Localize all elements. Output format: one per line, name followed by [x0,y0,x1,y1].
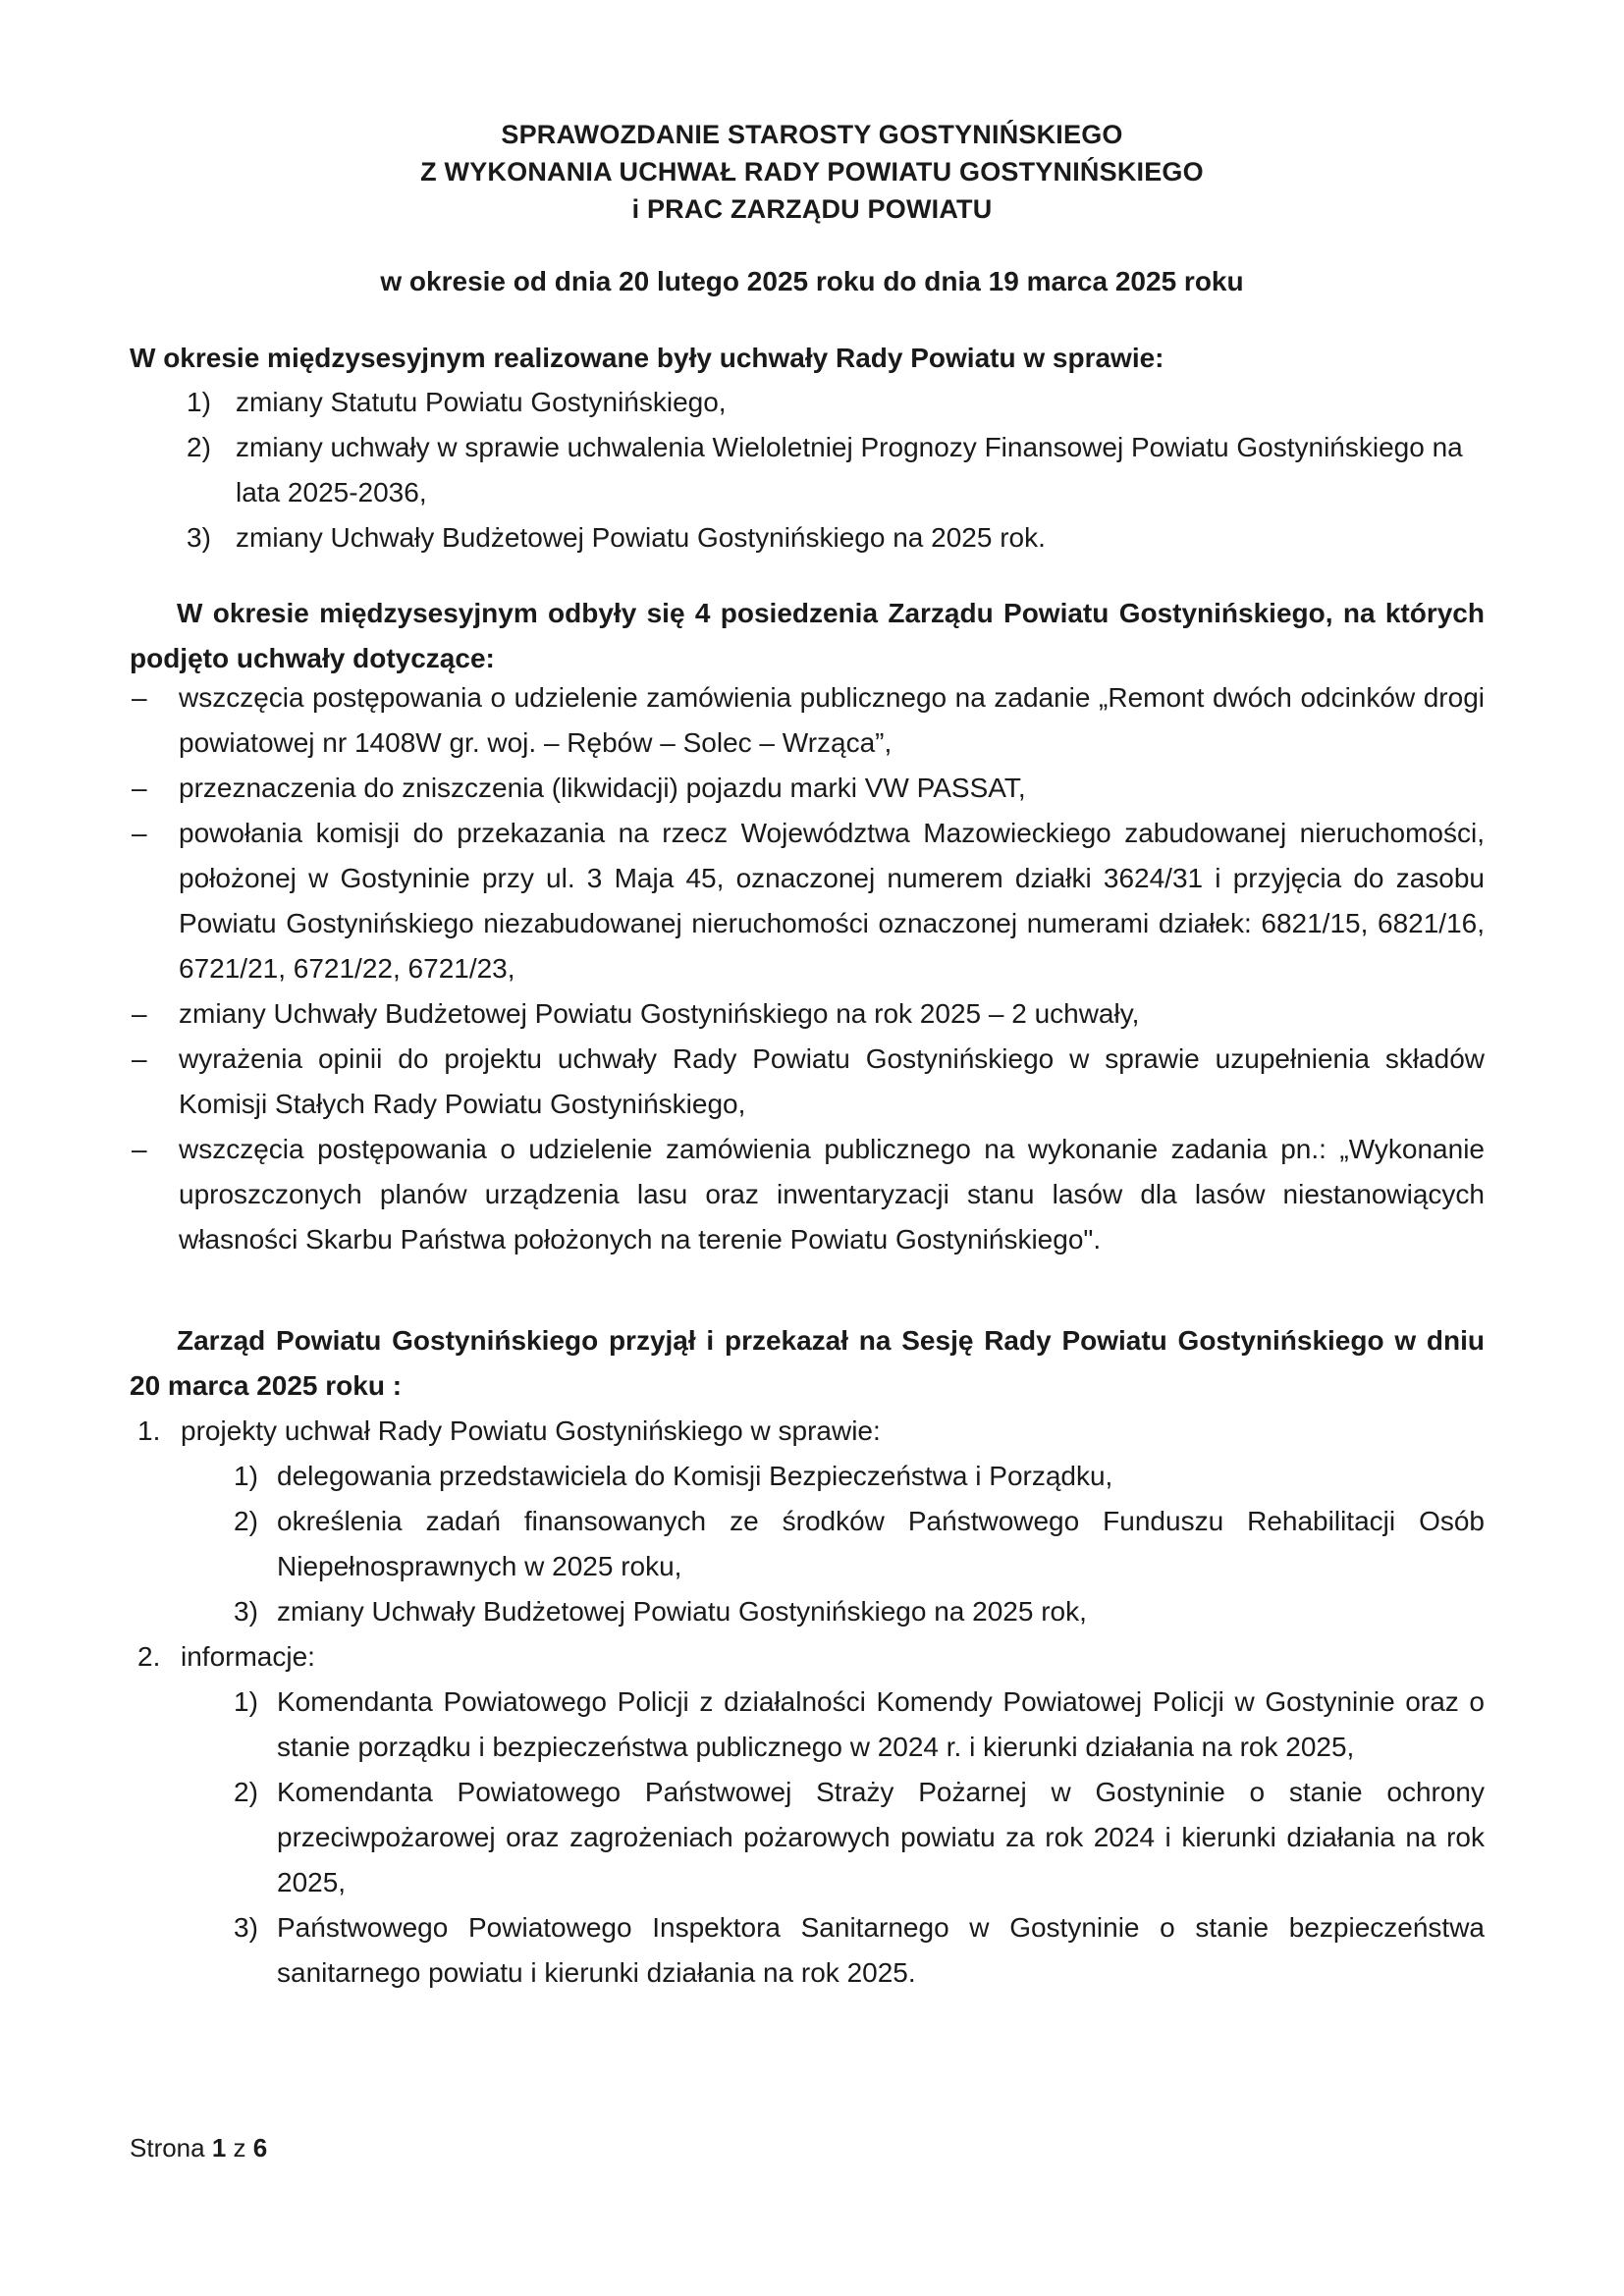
total-pages: 6 [252,2133,268,2163]
group-title: projekty uchwał Rady Powiatu Gostynińskiego w sprawie: [181,1415,881,1446]
item-text: Komendanta Powiatowego Państwowej Straży Pożarnej w Gostyninie o stanie ochrony przeciwpożarowej oraz zagrożeniach pożarowych powiatu za rok 2024 i kierunki działania na rok 2025, [277,1777,1485,1897]
item-text: powołania komisji do przekazania na rzecz Województwa Mazowieckiego zabudowanej nieruchomości, położonej w Gostyninie przy ul. 3 Maja 45, oznaczonej numerem działki 3624/31 i przyjęcia do zasobu Powiatu Gostynińskiego niezabudowanej nieruchomości oznaczonej numerami działek: 6821/15, 6821/16, 6721/21, 6721/22, 6721/23, [179,818,1485,984]
item-number: 1. [137,1415,161,1446]
section1-intro: W okresie międzysesyjnym realizowane były uchwały Rady Powiatu w sprawie: [130,343,1164,373]
document-title [0,116,1624,228]
list-item [234,1770,1485,1905]
title-line-2: Z WYKONANIA UCHWAŁ RADY POWIATU GOSTYNIŃSKIEGO [420,157,1204,187]
item-number: 2) [187,432,211,462]
item-number: 3) [234,1596,258,1627]
report-period: w okresie od dnia 20 lutego 2025 roku do dnia 19 marca 2025 roku [380,266,1244,296]
title-line-3: i PRAC ZARZĄDU POWIATU [631,194,993,224]
list-item [130,991,1485,1037]
item-text: zmiany Statutu Powiatu Gostynińskiego, [236,387,727,417]
page-separator: z [233,2133,246,2163]
list-item [130,1127,1485,1262]
item-text: wszczęcia postępowania o udzielenie zamówienia publicznego na zadanie „Remont dwóch odcinków drogi powiatowej nr 1408W gr. woj. – Rębów – Solec – Wrząca”, [179,682,1485,758]
item-number: 3) [234,1912,258,1943]
list-item [234,1454,1485,1499]
title-line-1: SPRAWOZDANIE STAROSTY GOSTYNIŃSKIEGO [501,120,1123,149]
list-item [137,1409,1485,1634]
sub-list [234,1680,1485,1996]
section2-intro: W okresie międzysesyjnym odbyły się 4 posiedzenia Zarządu Powiatu Gostynińskiego, na których podjęto uchwały dotyczące: [130,598,1485,673]
list-item [130,766,1485,811]
current-page: 1 [211,2133,227,2163]
section1-list [187,380,1483,561]
item-text: zmiany Uchwały Budżetowej Powiatu Gostynińskiego na 2025 rok. [236,522,1046,553]
page-number-footer [130,2130,267,2165]
list-item [130,1037,1485,1127]
list-item [234,1499,1485,1589]
dash-bullet: – [132,773,147,803]
item-number: 1) [187,387,211,417]
item-number: 2) [234,1506,258,1536]
item-text: zmiany Uchwały Budżetowej Powiatu Gostynińskiego na 2025 rok, [277,1596,1087,1627]
item-number: 3) [187,522,211,553]
list-item [137,1634,1485,1996]
group-title: informacje: [181,1641,315,1672]
item-number: 2. [137,1641,161,1672]
dash-bullet: – [132,682,147,713]
dash-bullet: – [132,1043,147,1074]
dash-bullet: – [132,1134,147,1164]
item-text: zmiany uchwały w sprawie uchwalenia Wieloletniej Prognozy Finansowej Powiatu Gostynińskiego na lata 2025-2036, [236,432,1463,507]
list-item [130,675,1485,766]
item-text: Państwowego Powiatowego Inspektora Sanitarnego w Gostyninie o stanie bezpieczeństwa sanitarnego powiatu i kierunki działania na rok 2025. [277,1912,1485,1988]
list-item [187,515,1483,561]
item-text: Komendanta Powiatowego Policji z działalności Komendy Powiatowej Policji w Gostyninie oraz o stanie porządku i bezpieczeństwa publicznego w 2024 r. i kierunki działania na rok 2025, [277,1686,1485,1762]
item-number: 1) [234,1461,258,1491]
list-item [234,1905,1485,1996]
section3-list [137,1409,1485,1996]
item-text: wyrażenia opinii do projektu uchwały Rady Powiatu Gostynińskiego w sprawie uzupełnienia składów Komisji Stałych Rady Powiatu Gostynińskiego, [179,1043,1485,1119]
dash-bullet: – [132,998,147,1029]
section3-intro: Zarząd Powiatu Gostynińskiego przyjął i przekazał na Sesję Rady Powiatu Gostynińskiego w dniu 20 marca 2025 roku : [130,1325,1485,1401]
item-text: przeznaczenia do zniszczenia (likwidacji) pojazdu marki VW PASSAT, [179,773,1026,803]
item-text: zmiany Uchwały Budżetowej Powiatu Gostynińskiego na rok 2025 – 2 uchwały, [179,998,1140,1029]
list-item [234,1680,1485,1770]
dash-bullet: – [132,818,147,848]
section2-list [130,675,1485,1262]
item-number: 1) [234,1686,258,1717]
item-number: 2) [234,1777,258,1807]
list-item [187,425,1483,515]
item-text: wszczęcia postępowania o udzielenie zamówienia publicznego na wykonanie zadania pn.: „Wykonanie uproszczonych planów urządzenia lasu oraz inwentaryzacji stanu lasów dla lasów niestanowiących własności Skarbu Państwa położonych na terenie Powiatu Gostynińskiego". [179,1134,1485,1255]
list-item [130,811,1485,991]
item-text: delegowania przedstawiciela do Komisji Bezpieczeństwa i Porządku, [277,1461,1113,1491]
item-text: określenia zadań finansowanych ze środków Państwowego Funduszu Rehabilitacji Osób Niepełnosprawnych w 2025 roku, [277,1506,1485,1581]
sub-list [234,1454,1485,1634]
list-item [234,1589,1485,1634]
list-item [187,380,1483,425]
page-label: Strona [130,2133,205,2163]
